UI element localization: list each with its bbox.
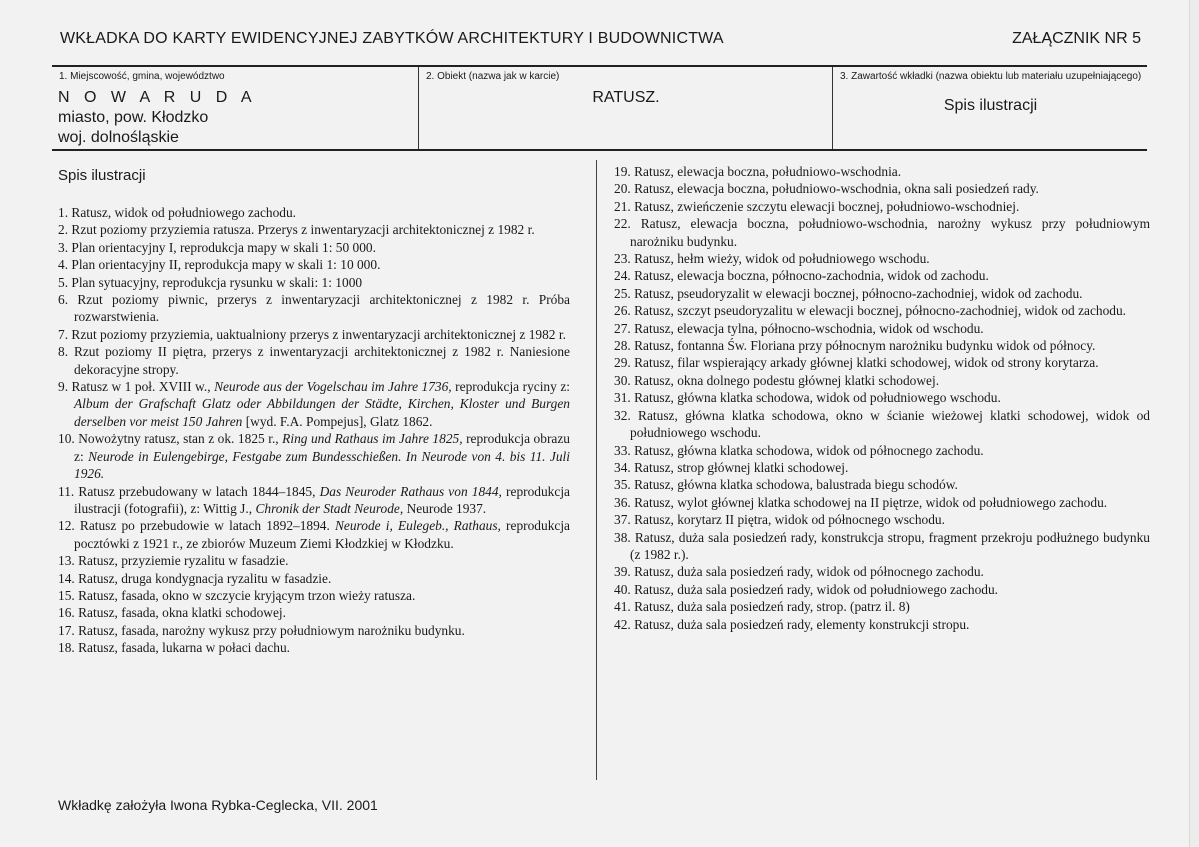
item-number: 22. (614, 216, 641, 232)
item-text: Ratusz, fasada, okna klatki schodowej. (78, 605, 286, 621)
item-number: 6. (58, 292, 78, 308)
list-item (58, 256, 570, 273)
item-number: 20. (614, 181, 635, 197)
item-number: 41. (614, 599, 635, 615)
object-field (418, 67, 833, 149)
item-number: 27. (614, 320, 635, 336)
list-item (614, 442, 1150, 459)
list-item (58, 604, 570, 621)
list-item (614, 389, 1150, 406)
item-text: reprodukcja obrazu z: (74, 431, 570, 464)
item-text: Ratusz, strop głównej klatki schodowej. (634, 459, 849, 475)
item-title-italic: Neurode in Eulengebirge, Festgabe zum Bundesschießen. In Neurode von 4. bis 11. Juli 1926. (74, 448, 570, 482)
contents-field (832, 67, 1148, 149)
list-item (614, 180, 1150, 197)
list-item (614, 529, 1150, 564)
list-item (614, 215, 1150, 250)
list-item (614, 302, 1150, 319)
item-text: Ratusz, zwieńczenie szczytu elewacji bocznej, południowo-wschodniej. (634, 198, 1020, 214)
item-number: 39. (614, 564, 635, 580)
item-number: 8. (58, 344, 74, 360)
list-item (58, 343, 570, 378)
item-number: 29. (614, 355, 635, 371)
item-number: 26. (614, 303, 635, 319)
item-number: 14. (58, 570, 79, 586)
item-text: Ratusz, duża sala posiedzeń rady, konstrukcja stropu, fragment przekroju podłużnego budynku (z 1982 r.). (630, 529, 1150, 562)
list-item (614, 372, 1150, 389)
item-text: Ratusz, elewacja boczna, południowo-wschodnia. (634, 164, 902, 179)
list-item (58, 291, 570, 326)
object-name: RATUSZ. (592, 89, 660, 106)
list-item (58, 221, 570, 238)
item-number: 4. (58, 257, 72, 273)
item-text: Ratusz, duża sala posiedzeń rady, widok od północnego zachodu. (634, 564, 984, 580)
list-item (614, 285, 1150, 302)
list-item (614, 476, 1150, 493)
item-title-italic: Album der Grafschaft Glatz oder Abbildungen der Städte, Kirchen, Kloster und Burgen derselben vor meist 150 Jahren (74, 396, 570, 429)
list-item (614, 616, 1150, 633)
contents-label: 3. Zawartość wkładki (nazwa obiektu lub materiału uzupełniającego) (840, 71, 1142, 82)
item-text: Ratusz, okna dolnego podestu głównej klatki schodowej. (634, 372, 940, 388)
list-item (58, 204, 570, 221)
item-number: 32. (614, 407, 639, 423)
place-name: N O W A R U D A (58, 89, 257, 106)
list-item (58, 622, 570, 639)
item-number: 3. (58, 239, 72, 255)
item-number: 9. (58, 379, 72, 395)
list-item (614, 250, 1150, 267)
item-number: 31. (614, 390, 635, 406)
item-text: Ratusz, druga kondygnacja ryzalitu w fasadzie. (78, 570, 332, 586)
author-note: Wkładkę założyła Iwona Rybka-Ceglecka, VII. 2001 (58, 797, 378, 813)
section-title: Spis ilustracji (58, 167, 146, 184)
item-title-italic: Neurode i, Eulegeb., Rathaus, (334, 518, 501, 534)
item-text: Ratusz, główna klatka schodowa, widok od południowego wschodu. (634, 390, 1001, 406)
item-number: 17. (58, 622, 79, 638)
page-edge (1189, 0, 1199, 847)
item-text: Ratusz, hełm wieży, widok od południowego wschodu. (634, 251, 930, 267)
item-text: Ratusz, elewacja boczna, północno-zachodnia, widok od zachodu. (634, 268, 989, 284)
object-label: 2. Obiekt (nazwa jak w karcie) (426, 71, 560, 82)
list-item (614, 563, 1150, 580)
item-text: Plan orientacyjny I, reprodukcja mapy w skali 1: 50 000. (71, 239, 376, 255)
item-number: 30. (614, 372, 635, 388)
item-text: Ratusz, wylot głównej klatka schodowej na II piętrze, widok od południowego zachodu. (634, 494, 1108, 510)
item-text: Neurode 1937. (403, 500, 487, 516)
item-text: Ratusz, główna klatka schodowa, balustrada biegu schodów. (634, 477, 958, 493)
item-number: 28. (614, 338, 635, 354)
item-number: 7. (58, 326, 72, 342)
item-text: Ratusz, elewacja boczna, południowo-wschodnia, narożny wykusz przy południowym narożniku budynku. (630, 216, 1150, 249)
list-item (614, 494, 1150, 511)
item-text: Rzut poziomy przyziemia, uaktualniony przerys z inwentaryzacji architektonicznej z 1982 r. (71, 326, 566, 342)
contents-value: Spis ilustracji (943, 97, 1038, 114)
item-text: [wyd. F.A. Pompejus], Glatz 1862. (242, 413, 433, 429)
item-number: 40. (614, 581, 635, 597)
item-number: 1. (58, 205, 72, 220)
item-text: Ratusz po przebudowie w latach 1892–1894. (79, 518, 335, 534)
item-text: Ratusz przebudowany w latach 1844–1845, (78, 483, 320, 499)
list-item (614, 267, 1150, 284)
annex-number: ZAŁĄCZNIK NR 5 (1012, 30, 1141, 47)
item-number: 15. (58, 587, 79, 603)
item-text: Nowożytny ratusz, stan z ok. 1825 r., (78, 431, 283, 447)
item-text: Ratusz w 1 poł. XVIII w., (71, 379, 215, 395)
list-item (58, 378, 570, 430)
item-number: 18. (58, 640, 79, 656)
item-text: Ratusz, przyziemie ryzalitu w fasadzie. (78, 553, 289, 569)
list-item (58, 517, 570, 552)
item-number: 5. (58, 274, 72, 290)
item-text: reprodukcja ryciny z: (451, 379, 570, 395)
item-text: Ratusz, główna klatka schodowa, okno w ścianie wieżowej klatki schodowej, widok od południowego wschodu. (630, 407, 1150, 441)
list-item (58, 639, 570, 656)
header-fields-table (52, 65, 1147, 151)
item-text: Ratusz, fontanna Św. Floriana przy północnym narożniku budynku widok od północy. (634, 338, 1096, 354)
item-number: 33. (614, 442, 635, 458)
list-item (614, 407, 1150, 442)
list-item (58, 587, 570, 604)
item-text: reprodukcja pocztówki z 1921 r., ze zbiorów Muzeum Ziemi Kłodzkiej w Kłodzku. (74, 518, 570, 551)
item-text: Ratusz, filar wspierający arkady głównej klatki schodowej, widok od strony korytarza. (634, 355, 1099, 371)
list-item (614, 459, 1150, 476)
item-text: Ratusz, fasada, narożny wykusz przy południowym narożniku budynku. (78, 622, 465, 638)
item-title-italic: Das Neuroder Rathaus von 1844, (319, 483, 502, 499)
item-text: Ratusz, fasada, lukarna w połaci dachu. (78, 640, 291, 656)
list-item (614, 354, 1150, 371)
location-field (52, 67, 418, 149)
item-number: 23. (614, 251, 635, 267)
item-number: 12. (58, 518, 80, 534)
list-item (58, 552, 570, 569)
item-text: Ratusz, elewacja boczna, południowo-wschodnia, okna sali posiedzeń rady. (634, 181, 1039, 197)
item-number: 37. (614, 512, 635, 528)
list-item (614, 598, 1150, 615)
item-title-italic: Ring und Rathaus im Jahre 1825, (282, 431, 463, 447)
item-text: Ratusz, duża sala posiedzeń rady, strop. (patrz il. 8) (634, 599, 910, 615)
item-number: 36. (614, 494, 635, 510)
item-number: 42. (614, 616, 635, 632)
item-text: Plan orientacyjny II, reprodukcja mapy w skali 1: 10 000. (71, 257, 381, 273)
item-number: 24. (614, 268, 635, 284)
item-text: Ratusz, pseudoryzalit w elewacji bocznej, północno-zachodniej, widok od zachodu. (634, 285, 1083, 301)
item-number: 19. (614, 164, 635, 179)
list-item (58, 483, 570, 518)
item-text: Rzut poziomy II piętra, przerys z inwentaryzacji architektonicznej z 1982 r. Naniesione dekoracyjne stropy. (73, 344, 570, 377)
item-text: Rzut poziomy przyziemia ratusza. Przerys z inwentaryzacji architektonicznej z 1982 r. (71, 222, 535, 238)
list-item (614, 511, 1150, 528)
item-number: 21. (614, 198, 635, 214)
column-divider (596, 160, 597, 780)
item-number: 25. (614, 285, 635, 301)
item-number: 2. (58, 222, 72, 238)
list-item (58, 430, 570, 482)
list-item (58, 570, 570, 587)
item-text: Rzut poziomy piwnic, przerys z inwentaryzacji architektonicznej z 1982 r. Próba rozwarstwienia. (74, 292, 570, 325)
item-text: Ratusz, duża sala posiedzeń rady, widok od południowego zachodu. (634, 581, 999, 597)
item-text: Ratusz, duża sala posiedzeń rady, elementy konstrukcji stropu. (634, 616, 970, 632)
item-text: Ratusz, korytarz II piętra, widok od północnego wschodu. (634, 512, 945, 528)
list-item (58, 274, 570, 291)
list-item (614, 337, 1150, 354)
list-item (614, 198, 1150, 215)
illustration-list-left (58, 204, 570, 657)
item-text: Ratusz, fasada, okno w szczycie kryjącym trzon wieży ratusza. (78, 587, 416, 603)
item-number: 35. (614, 477, 635, 493)
item-number: 13. (58, 553, 79, 569)
item-number: 38. (614, 529, 635, 545)
item-number: 11. (58, 483, 79, 499)
item-number: 16. (58, 605, 79, 621)
list-item (614, 581, 1150, 598)
item-number: 34. (614, 459, 635, 475)
place-district: miasto, pow. Kłodzko (58, 109, 209, 126)
list-item (58, 326, 570, 343)
item-text: Ratusz, elewacja tylna, północno-wschodnia, widok od wschodu. (634, 320, 984, 336)
list-item (614, 320, 1150, 337)
place-voivodeship: woj. dolnośląskie (58, 129, 179, 146)
item-title-italic: Chronik der Stadt Neurode, (255, 500, 404, 516)
list-item (614, 163, 1150, 180)
item-text: Ratusz, szczyt pseudoryzalitu w elewacji bocznej, północno-zachodniej, widok od zachodu. (634, 303, 1127, 319)
item-text: Plan sytuacyjny, reprodukcja rysunku w skali: 1: 1000 (71, 274, 363, 290)
form-title: WKŁADKA DO KARTY EWIDENCYJNEJ ZABYTKÓW ARCHITEKTURY I BUDOWNICTWA (60, 30, 724, 47)
list-item (58, 239, 570, 256)
item-text: reprodukcja ilustracji (fotografii), z: Wittig J., (74, 483, 570, 516)
item-text: Ratusz, główna klatka schodowa, widok od północnego zachodu. (634, 442, 984, 458)
item-number: 10. (58, 431, 79, 447)
item-text: Ratusz, widok od południowego zachodu. (71, 205, 297, 220)
location-label: 1. Miejscowość, gmina, województwo (59, 71, 225, 82)
illustration-list-right (614, 163, 1150, 633)
item-title-italic: Neurode aus der Vogelschau im Jahre 1736, (214, 379, 452, 395)
